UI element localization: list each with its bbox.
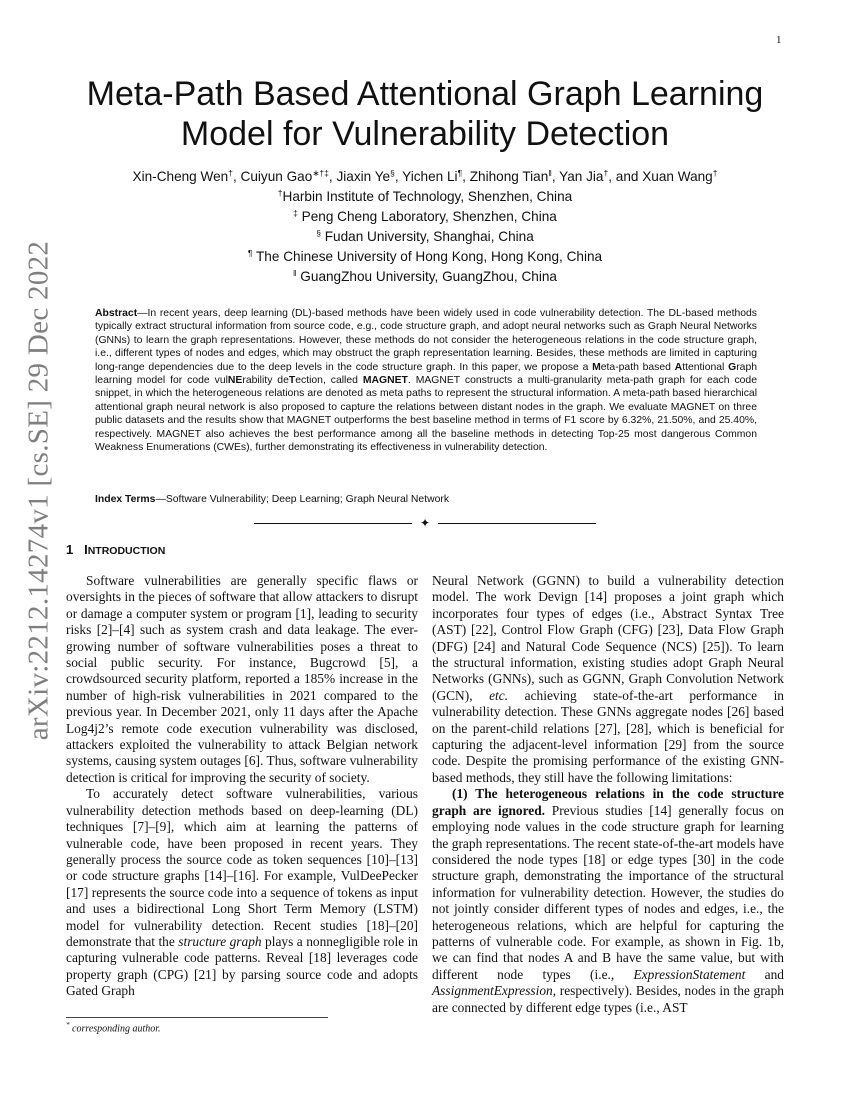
arxiv-identifier-stamp[interactable] xyxy=(6,240,72,740)
abstract-text: ection, called xyxy=(295,375,363,387)
affiliation xyxy=(70,227,780,247)
affiliation-mark: § xyxy=(316,228,321,238)
divider-diamond-icon: ✦ xyxy=(419,516,431,530)
paragraph-text: and xyxy=(745,966,784,982)
affiliation xyxy=(70,207,780,227)
abstract-acronym-letter: NE xyxy=(227,375,243,387)
paragraph-text: , respectively). Besides, nodes in the graph are connected by different edge types (i.e., AST xyxy=(432,983,784,1015)
abstract-acronym-letter: T xyxy=(288,375,296,387)
abstract-acronym-letter: M xyxy=(592,361,601,373)
limitation-heading: (1) The heterogeneous relations in the code structure graph are ignored. xyxy=(432,786,784,818)
author-mark: † xyxy=(712,168,718,178)
affiliation xyxy=(70,267,780,287)
affiliation-text: The Chinese University of Hong Kong, Hong Kong, China xyxy=(252,249,603,264)
abstract xyxy=(95,307,757,454)
paragraph-text: To accurately detect software vulnerabilities, various vulnerability detection methods based on deep-learning (DL) techniques [7]–[9], which aim at learning the patterns of vulnerable code, have been proposed in recent years. They generally process the source code as token sequences [10]–[13] or code structure graphs [14]–[16]. For example, VulDeePecker [17] represents the source code into a sequence of tokens as input and uses a bidirectional Long Short Term Memory (LSTM) model for vulnerability detection. Recent studies [18]–[20] demonstrate that the xyxy=(66,786,418,949)
paragraph-text: plays a nonnegligible role in capturing vulnerable code patterns. Reveal [18] leverages code property graph (CPG) [21] by parsing source code and adopts Gated Graph xyxy=(66,933,418,999)
title-line-2: Model for Vulnerability Detection xyxy=(180,115,670,153)
node-type-expression-statement: ExpressionStatement xyxy=(633,966,746,982)
footnote-rule xyxy=(66,1017,328,1018)
body-column-right xyxy=(432,573,784,1016)
abstract-text: raph learning model for code vul xyxy=(95,361,757,387)
affiliation-mark: ‡ xyxy=(293,208,298,218)
author-mark: ¶ xyxy=(457,168,463,178)
author-block xyxy=(70,167,780,287)
emphasis-text: structure graph xyxy=(178,933,262,949)
author-name: , Yan Jia xyxy=(551,169,604,184)
author-name: , Zhihong Tian xyxy=(462,169,549,184)
section-heading-introduction xyxy=(66,542,165,557)
title-line-1: Meta-Path Based Attentional Graph Learning xyxy=(86,75,764,113)
abstract-text: —In recent years, deep learning (DL)-based methods have been widely used in code vulnerability detection. The DL-based methods typically extract structural information from source code, e.g., code structure graph, and adopt neural networks such as Graph Neural Networks (GNNs) to learn the graph representations. However, these methods do not consider the heterogeneous relations in the code structure graph, i.e., different types of nodes and edges, which may obstruct the graph representation learning. Besides, these methods are limited in capturing long-range dependencies due to the deep levels in the code structure graph. In this paper, we propose a xyxy=(95,308,757,373)
page-number: 1 xyxy=(776,34,782,46)
footnote-mark: * xyxy=(66,1021,70,1029)
affiliation-mark: ¶ xyxy=(247,248,253,258)
author-name: Xin-Cheng Wen xyxy=(132,169,229,184)
emphasis-text: etc. xyxy=(489,687,509,703)
author-name: , Jiaxin Ye xyxy=(328,169,391,184)
section-divider xyxy=(250,516,600,530)
author-mark: ‖ xyxy=(548,168,552,178)
abstract-text: rability de xyxy=(242,375,289,387)
index-terms-text: —Software Vulnerability; Deep Learning; Graph Neural Network xyxy=(155,494,450,505)
section-number: 1 xyxy=(66,542,74,557)
paragraph: Software vulnerabilities are generally specific flaws or oversights in the pieces of software that allow attackers to disrupt or damage a computer system or program [1], leading to security risks [2]–[4] such as system crash and data leakage. The ever-growing number of software vulnerabilities poses a threat to social public security. For instance, Bugcrowd [5], a crowdsourced security platform, reported a 185% increase in the number of high-risk vulnerabilities in 2021 compared to the previous year. In December 2021, only 11 days after the Apache Log4j2’s remote code execution vulnerability was disclosed, attackers exploited the vulnerability to attack Belgian network systems, causing system outages [6]. Thus, software vulnerability detection is critical for improving the security of society. xyxy=(66,573,418,785)
footnote xyxy=(66,1021,161,1034)
affiliation-text: Harbin Institute of Technology, Shenzhen, China xyxy=(282,189,573,204)
author-name: , Cuiyun Gao xyxy=(232,169,313,184)
affiliation xyxy=(70,247,780,267)
abstract-text: . MAGNET constructs a multi-granularity meta-path graph for each code snippet, in which the heterogeneous relations are denoted as meta paths to represent the structural information. A meta-path based hierarchical attentional graph neural network is also proposed to capture the relations between distant nodes in the graph. We evaluate MAGNET on three public datasets and the results show that MAGNET outperforms the best baseline method in terms of F1 score by 6.32%, 21.50%, and 25.40%, respectively. MAGNET also achieves the best performance among all the baseline methods in detecting Top-25 most dangerous Common Weakness Enumerations (CWEs), further demonstrating its effectiveness in vulnerability detection. xyxy=(95,375,757,454)
abstract-acronym-letter: G xyxy=(728,361,737,373)
abstract-label: Abstract xyxy=(95,308,138,319)
section-title-rest: NTRODUCTION xyxy=(87,545,166,557)
affiliation-text: Peng Cheng Laboratory, Shenzhen, China xyxy=(297,209,557,224)
author-mark: † xyxy=(603,168,609,178)
author-mark: ∗†‡ xyxy=(312,168,329,178)
author-list xyxy=(70,167,780,187)
paragraph-text: Previous studies [14] generally focus on employing node values in the code structure graph for learning the graph representations. The recent state-of-the-art models have considered the node types [18] or edge types [30] in the code structure graph, demonstrating the importance of the structural information for vulnerability detection. However, the studies do not jointly consider different types of nodes and edges, i.e., the heterogeneous relations, which are helpful for capturing the patterns of vulnerable code. For example, as shown in Fig. 1b, we can find that nodes A and B have the same value, but with different node types (i.e., xyxy=(432,802,784,982)
author-name: , and Xuan Wang xyxy=(608,169,713,184)
index-terms xyxy=(95,493,757,506)
divider-rule-left xyxy=(254,523,412,524)
paper-title xyxy=(80,74,770,154)
abstract-text: eta-path based xyxy=(600,361,675,373)
affiliation-text: Fudan University, Shanghai, China xyxy=(320,229,534,244)
abstract-text: ttentional xyxy=(682,361,729,373)
index-terms-label: Index Terms xyxy=(95,494,156,505)
paragraph xyxy=(432,786,784,1016)
paragraph-text: Neural Network (GGNN) to build a vulnerability detection model. The work Devign [14] proposes a joint graph which incorporates four types of edges (i.e., Abstract Syntax Tree (AST) [22], Control Flow Graph (CFG) [23], Data Flow Graph (DFG) [24] and Natural Code Sequence (NCS) [25]). To learn the structural information, existing studies adopt Graph Neural Networks (GNNs), such as GGNN, Graph Convolution Network (GCN), xyxy=(432,573,784,703)
author-mark: † xyxy=(228,168,233,178)
paragraph xyxy=(432,573,784,786)
affiliation-text: GuangZhou University, GuangZhou, China xyxy=(296,269,557,284)
author-mark: § xyxy=(390,168,395,178)
node-type-assignment-expression: AssignmentExpression xyxy=(432,983,553,999)
paragraph-text: achieving state-of-the-art performance in vulnerability detection. These GNNs aggregate nodes [26] based on the parent-child relations [27], [28], which is beneficial for capturing the adjacent-level information [29] from the source code. Despite the promising performance of the existing GNN-based methods, they still have the following limitations: xyxy=(432,687,784,785)
affiliation xyxy=(70,187,780,207)
section-title-initial: I xyxy=(84,542,88,557)
affiliation-mark: ‖ xyxy=(293,268,297,278)
paragraph xyxy=(66,786,418,999)
footnote-text: corresponding author. xyxy=(69,1023,161,1035)
arxiv-stamp-text: arXiv:2212.14274v1 [cs.SE] 29 Dec 2022 xyxy=(22,240,55,740)
author-name: , Yichen Li xyxy=(394,169,458,184)
abstract-acronym-letter: A xyxy=(674,361,683,373)
affiliation-mark: † xyxy=(277,188,283,198)
body-column-left xyxy=(66,573,418,1000)
divider-rule-right xyxy=(438,523,596,524)
model-name: MAGNET xyxy=(362,375,408,387)
